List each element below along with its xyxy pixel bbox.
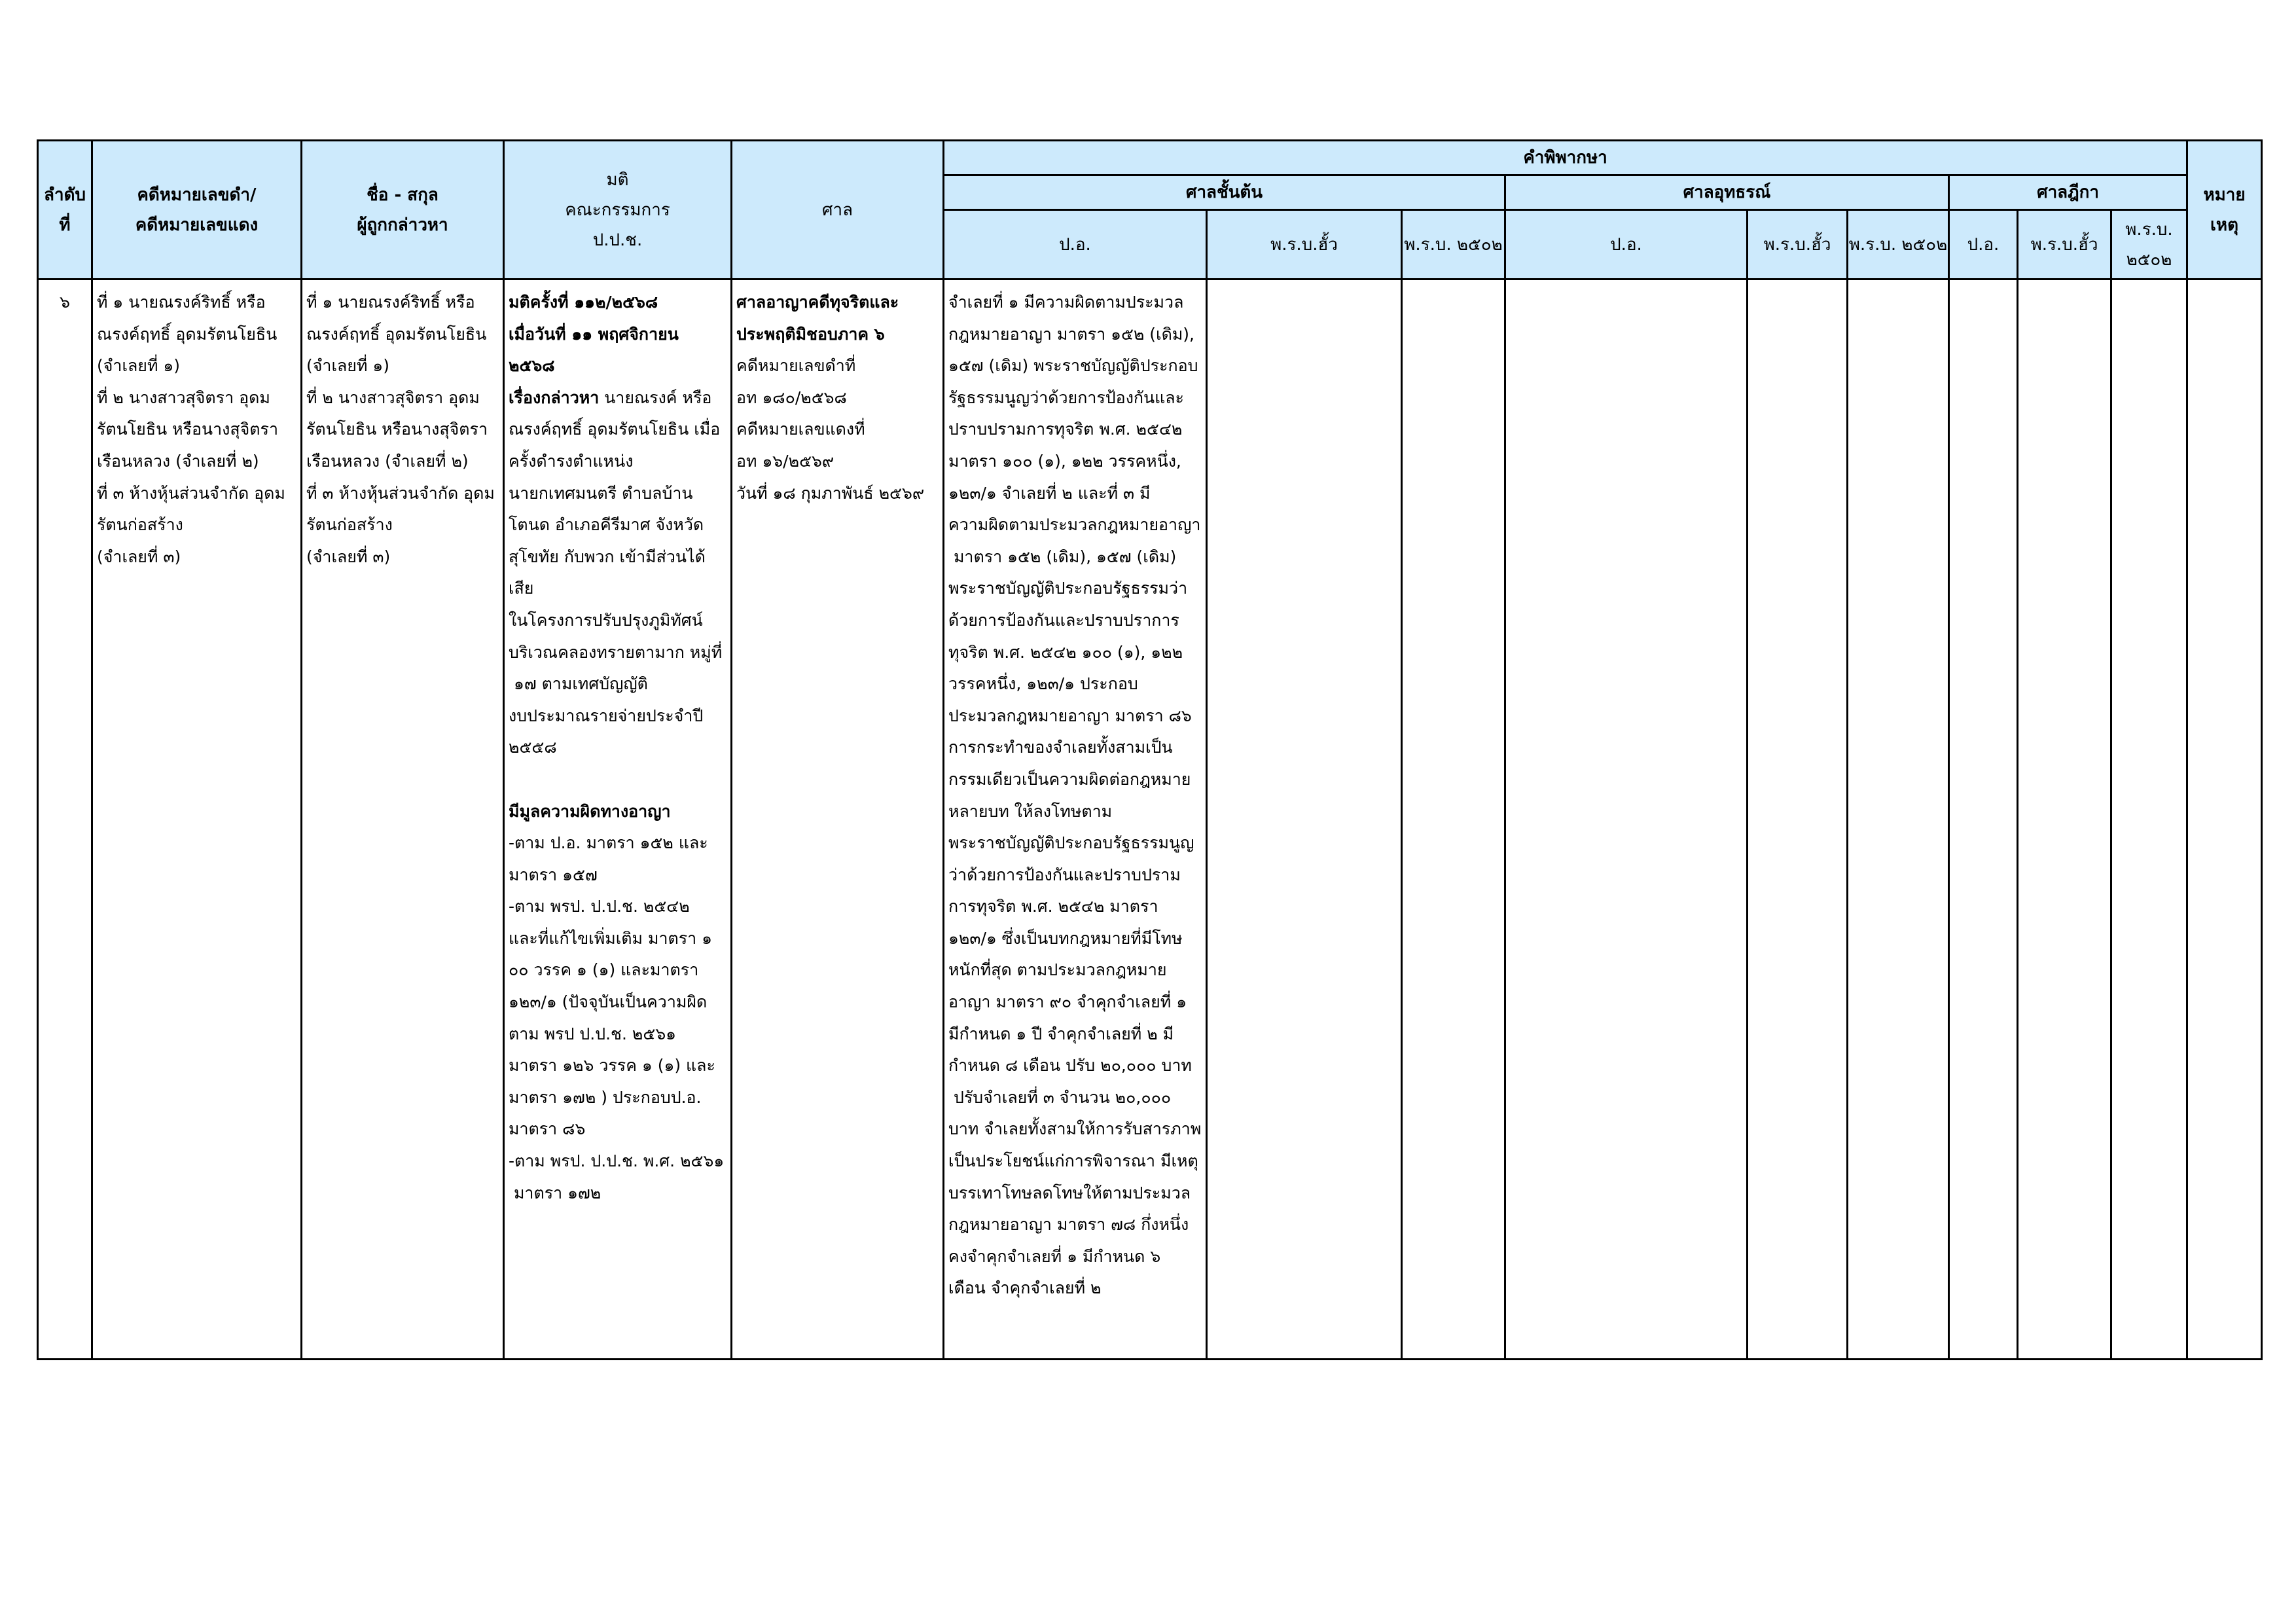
text-line: กฎหมายอาญา มาตรา ๑๕๒ (เดิม), <box>948 324 1195 344</box>
text-line: โตนด อำเภอคีรีมาศ จังหวัด <box>509 515 704 535</box>
row-appeal-act-2502 <box>1848 280 1949 1360</box>
text-line: ในโครงการปรับปรุงภูมิทัศน์ <box>509 610 703 630</box>
text-line: ๑๒๓/๑ ซึ่งเป็นบทกฎหมายที่มีโทษ <box>948 928 1183 948</box>
text-line: อท ๑๘๐/๒๕๖๘ <box>736 388 847 407</box>
text-line: วรรคหนึ่ง, ๑๒๓/๑ ประกอบ <box>948 674 1138 694</box>
row-first-court-po <box>944 280 1207 1360</box>
header-court: ศาล <box>732 141 944 280</box>
text-line: รัตนโยธิน หรือนางสุจิตรา <box>97 420 278 439</box>
text-line: ๐๐ วรรค ๑ (๑) และมาตรา <box>509 960 699 980</box>
header-appeal-act-2502: พ.ร.บ. ๒๕๐๒ <box>1848 210 1949 280</box>
text-line: ๒๕๖๘ <box>509 356 555 376</box>
text-line: มาตรา ๑๗๒ <box>509 1183 601 1202</box>
text-line: อาญา มาตรา ๙๐ จำคุกจำเลยที่ ๑ <box>948 992 1187 1012</box>
row-court <box>732 280 944 1360</box>
text-line: งบประมาณรายจ่ายประจำปี <box>509 706 704 725</box>
text-line: ๑๒๓/๑ (ปัจจุบันเป็นความผิด <box>509 992 708 1012</box>
text-line: ทุจริต พ.ศ. ๒๕๔๒ ๑๐๐ (๑), ๑๒๒ <box>948 642 1183 662</box>
text-line: ปรับจำเลยที่ ๓ จำนวน ๒๐,๐๐๐ <box>948 1087 1172 1107</box>
text-line: มติครั้งที่ ๑๑๒/๒๕๖๘ <box>509 293 658 312</box>
text-line: มาตรา ๑๐๐ (๑), ๑๒๒ วรรคหนึ่ง, <box>948 451 1181 471</box>
header-appeal-act-old: พ.ร.บ.ฮั้ว <box>1748 210 1848 280</box>
text-line: เดือน จำคุกจำเลยที่ ๒ <box>948 1278 1102 1298</box>
text-line: คดีหมายเลขแดงที่ <box>736 420 865 439</box>
row-nacc-resolution <box>504 280 732 1360</box>
header-first-act-2502: พ.ร.บ. ๒๕๐๒ <box>1402 210 1505 280</box>
text-line: นายกเทศมนตรี ตำบลบ้าน <box>509 483 693 503</box>
header-judgment: คำพิพากษา <box>944 141 2187 175</box>
text-line: (จำเลยที่ ๓) <box>306 547 391 566</box>
judgment-table <box>37 139 2263 1360</box>
header-supreme-act-2502: พ.ร.บ. ๒๕๐๒ <box>2111 210 2187 280</box>
text-line: กฎหมายอาญา มาตรา ๗๘ กึ่งหนึ่ง <box>948 1215 1189 1235</box>
text-line: กรรมเดียวเป็นความผิดต่อกฎหมาย <box>948 769 1191 789</box>
text-line: การกระทำของจำเลยทั้งสามเป็น <box>948 738 1173 757</box>
text-line: ที่ ๓ ห้างหุ้นส่วนจำกัด อุดม <box>306 483 495 503</box>
header-case-number: คดีหมายเลขดำ/ คดีหมายเลขแดง <box>92 141 302 280</box>
text-line: มาตรา ๑๕๒ (เดิม), ๑๕๗ (เดิม) <box>948 547 1177 566</box>
text-line: ที่ ๓ ห้างหุ้นส่วนจำกัด อุดม <box>97 483 285 503</box>
text-line: (จำเลยที่ ๑) <box>97 356 181 376</box>
row-supreme-act-old <box>2018 280 2111 1360</box>
text-line: ว่าด้วยการป้องกันและปราบปราม <box>948 865 1181 884</box>
header-remark: หมาย เหตุ <box>2187 141 2262 280</box>
text-line: เรือนหลวง (จำเลยที่ ๒) <box>306 451 469 471</box>
text-line: มาตรา ๑๕๗ <box>509 865 598 884</box>
text-line: คงจำคุกจำเลยที่ ๑ มีกำหนด ๖ <box>948 1246 1161 1266</box>
text-line: การทุจริต พ.ศ. ๒๕๔๒ มาตรา <box>948 897 1158 916</box>
text-line: ความผิดตามประมวลกฎหมายอาญา <box>948 515 1201 535</box>
text-line: กำหนด ๘ เดือน ปรับ ๒๐,๐๐๐ บาท <box>948 1056 1192 1075</box>
row-accused-name <box>302 280 504 1360</box>
text-line: ๑๕๗ (เดิม) พระราชบัญญัติประกอบ <box>948 356 1198 376</box>
table-row <box>38 280 2262 1360</box>
text-line: ประมวลกฎหมายอาญา มาตรา ๘๖ <box>948 706 1192 725</box>
text-line: รัตนก่อสร้าง <box>306 515 393 535</box>
text-line: -ตาม พรป. ป.ป.ช. พ.ศ. ๒๕๖๑ <box>509 1151 725 1171</box>
header-no: ลำดับ ที่ <box>38 141 92 280</box>
text-line: รัตนก่อสร้าง <box>97 515 183 535</box>
row-first-court-act-old <box>1207 280 1402 1360</box>
header-name: ชื่อ - สกุล ผู้ถูกกล่าวหา <box>302 141 504 280</box>
text-line: ๒๕๕๘ <box>509 738 557 757</box>
header-first-act-old: พ.ร.บ.ฮั้ว <box>1207 210 1402 280</box>
text-line: ณรงค์ฤทธิ์ อุดมรัตนโยธิน <box>97 324 278 344</box>
text-line: ปราบปรามการทุจริต พ.ศ. ๒๕๔๒ <box>948 420 1183 439</box>
text-line: เรือนหลวง (จำเลยที่ ๒) <box>97 451 259 471</box>
row-no: ๖ <box>38 280 92 1360</box>
header-first-po: ป.อ. <box>944 210 1207 280</box>
text-line: ด้วยการป้องกันและปราบปราการ <box>948 610 1179 630</box>
text-line: ที่ ๒ นางสาวสุจิตรา อุดม <box>306 388 480 407</box>
text-line: อท ๑๖/๒๕๖๙ <box>736 451 834 471</box>
text-line: และที่แก้ไขเพิ่มเติม มาตรา ๑ <box>509 928 712 948</box>
text-line: หนักที่สุด ตามประมวลกฎหมาย <box>948 960 1167 980</box>
text-line: บรรเทาโทษลดโทษให้ตามประมวล <box>948 1183 1191 1202</box>
text-line: -ตาม ป.อ. มาตรา ๑๕๒ และ <box>509 833 708 853</box>
text-line: ศาลอาญาคดีทุจริตและ <box>736 293 899 312</box>
text-line: เมื่อวันที่ ๑๑ พฤศจิกายน <box>509 324 679 344</box>
text-line: คดีหมายเลขดำที่ <box>736 356 856 376</box>
text-line: มีกำหนด ๑ ปี จำคุกจำเลยที่ ๒ มี <box>948 1024 1174 1043</box>
text-line: (จำเลยที่ ๓) <box>97 547 181 566</box>
header-supreme-act-old: พ.ร.บ.ฮั้ว <box>2018 210 2111 280</box>
text-line: ๑๗ ตามเทศบัญญัติ <box>509 674 648 694</box>
header-nacc-resolution: มติ คณะกรรมการ ป.ป.ช. <box>504 141 732 280</box>
finding-label: มีมูลความผิดทางอาญา <box>509 801 671 821</box>
text-line: ครั้งดำรงตำแหน่ง <box>509 451 634 471</box>
text-line: ๑๒๓/๑ จำเลยที่ ๒ และที่ ๓ มี <box>948 483 1151 503</box>
text-line: ที่ ๑ นายณรงค์ริทธิ์ หรือ <box>97 293 266 312</box>
allegation-label: เรื่องกล่าวหา <box>509 388 600 407</box>
text-line: รัตนโยธิน หรือนางสุจิตรา <box>306 420 488 439</box>
text-line: ตาม พรป ป.ป.ช. ๒๕๖๑ <box>509 1024 677 1043</box>
text-line: วันที่ ๑๘ กุมภาพันธ์ ๒๕๖๙ <box>736 483 925 503</box>
text-line: บาท จำเลยทั้งสามให้การรับสารภาพ <box>948 1119 1202 1139</box>
header-court-first: ศาลชั้นต้น <box>944 175 1505 210</box>
text-line: พระราชบัญญัติประกอบรัฐธรรมว่า <box>948 579 1188 598</box>
row-appeal-act-old <box>1748 280 1848 1360</box>
text-line: ณรงค์ฤทธิ์ อุดมรัตนโยธิน เมื่อ <box>509 420 721 439</box>
text-line: เป็นประโยชน์แก่การพิจารณา มีเหตุ <box>948 1151 1198 1171</box>
text-line: มาตรา ๑๒๖ วรรค ๑ (๑) และ <box>509 1056 715 1075</box>
row-supreme-po <box>1949 280 2018 1360</box>
text-line: มาตรา ๘๖ <box>509 1119 586 1139</box>
header-court-appeal: ศาลอุทธรณ์ <box>1505 175 1949 210</box>
text-line: ณรงค์ฤทธิ์ อุดมรัตนโยธิน <box>306 324 487 344</box>
text-line: พระราชบัญญัติประกอบรัฐธรรมนูญ <box>948 833 1194 853</box>
text-line: สุโขทัย กับพวก เข้ามีส่วนได้เสีย <box>509 547 706 598</box>
header-appeal-po: ป.อ. <box>1505 210 1748 280</box>
text-line: รัฐธรรมนูญว่าด้วยการป้องกันและ <box>948 388 1184 407</box>
row-appeal-po <box>1505 280 1748 1360</box>
row-remark <box>2187 280 2262 1360</box>
text-line: มาตรา ๑๗๒ ) ประกอบป.อ. <box>509 1087 702 1107</box>
text-line: (จำเลยที่ ๑) <box>306 356 390 376</box>
row-case-number <box>92 280 302 1360</box>
text-line: จำเลยที่ ๑ มีความผิดตามประมวล <box>948 293 1184 312</box>
allegation-first: นายณรงค์ หรือ <box>599 388 712 407</box>
text-line: ประพฤติมิชอบภาค ๖ <box>736 324 885 344</box>
text-line: ที่ ๑ นายณรงค์ริทธิ์ หรือ <box>306 293 475 312</box>
text-line: ที่ ๒ นางสาวสุจิตรา อุดม <box>97 388 270 407</box>
text-line: หลายบท ให้ลงโทษตาม <box>948 801 1113 821</box>
row-first-court-act-2502 <box>1402 280 1505 1360</box>
header-court-supreme: ศาลฎีกา <box>1949 175 2187 210</box>
row-supreme-act-2502 <box>2111 280 2187 1360</box>
text-line: -ตาม พรป. ป.ป.ช. ๒๕๔๒ <box>509 897 690 916</box>
text-line: บริเวณคลองทรายตามาก หมู่ที่ <box>509 642 723 662</box>
header-supreme-po: ป.อ. <box>1949 210 2018 280</box>
